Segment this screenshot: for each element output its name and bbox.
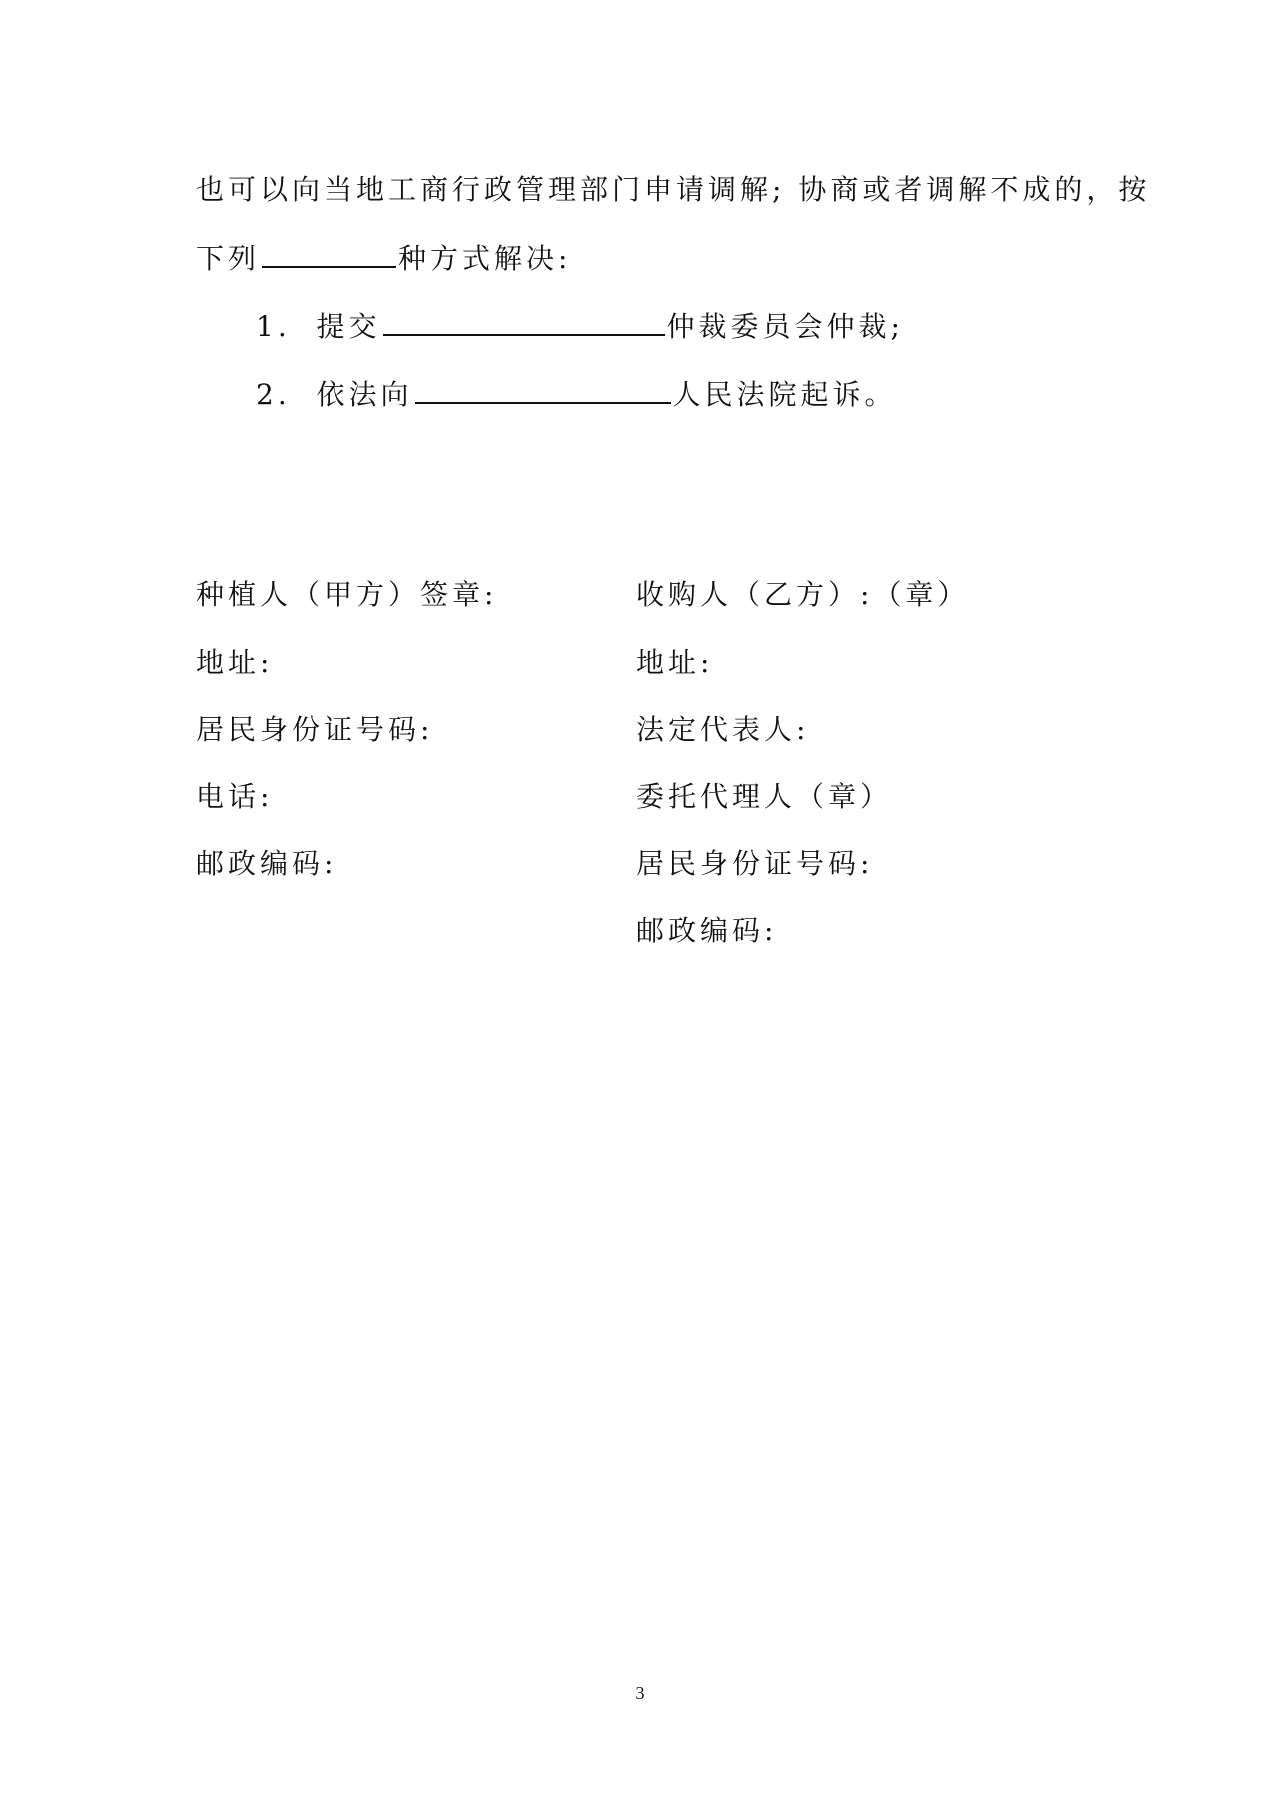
option-2-prefix: 依法向: [316, 378, 413, 411]
page-number: 3: [635, 1683, 645, 1703]
party-b-id-number: 居民身份证号码:: [636, 847, 874, 880]
method-count-blank[interactable]: [262, 238, 396, 268]
paragraph-line-2: [196, 238, 571, 279]
line-2-prefix: 下列: [196, 242, 261, 275]
option-1-number: 1.: [256, 310, 291, 343]
option-1-prefix: 提交: [316, 310, 381, 343]
party-b-title: 收购人（乙方）:（章）: [636, 578, 970, 611]
party-b-postcode: 邮政编码:: [636, 914, 778, 947]
option-2-number: 2.: [256, 378, 291, 411]
arbitration-committee-blank[interactable]: [383, 306, 665, 336]
party-a-address: 地址:: [196, 646, 274, 679]
party-b-agent: 委托代理人（章）: [636, 780, 893, 813]
party-b-address: 地址:: [636, 646, 714, 679]
option-2-suffix: 人民法院起诉。: [672, 378, 897, 411]
party-a-phone: 电话:: [196, 780, 274, 813]
party-a-id-number: 居民身份证号码:: [196, 713, 434, 746]
option-2: [256, 374, 897, 415]
court-name-blank[interactable]: [415, 374, 671, 404]
party-a-title: 种植人（甲方）签章:: [196, 578, 498, 611]
party-a-postcode: 邮政编码:: [196, 847, 338, 880]
line-2-suffix: 种方式解决:: [398, 242, 572, 275]
party-b-legal-rep: 法定代表人:: [636, 713, 810, 746]
option-1: [256, 306, 904, 347]
option-1-suffix: 仲裁委员会仲裁;: [666, 310, 904, 343]
paragraph-line-1: 也可以向当地工商行政管理部门申请调解; 协商或者调解不成的，按: [196, 173, 1151, 206]
